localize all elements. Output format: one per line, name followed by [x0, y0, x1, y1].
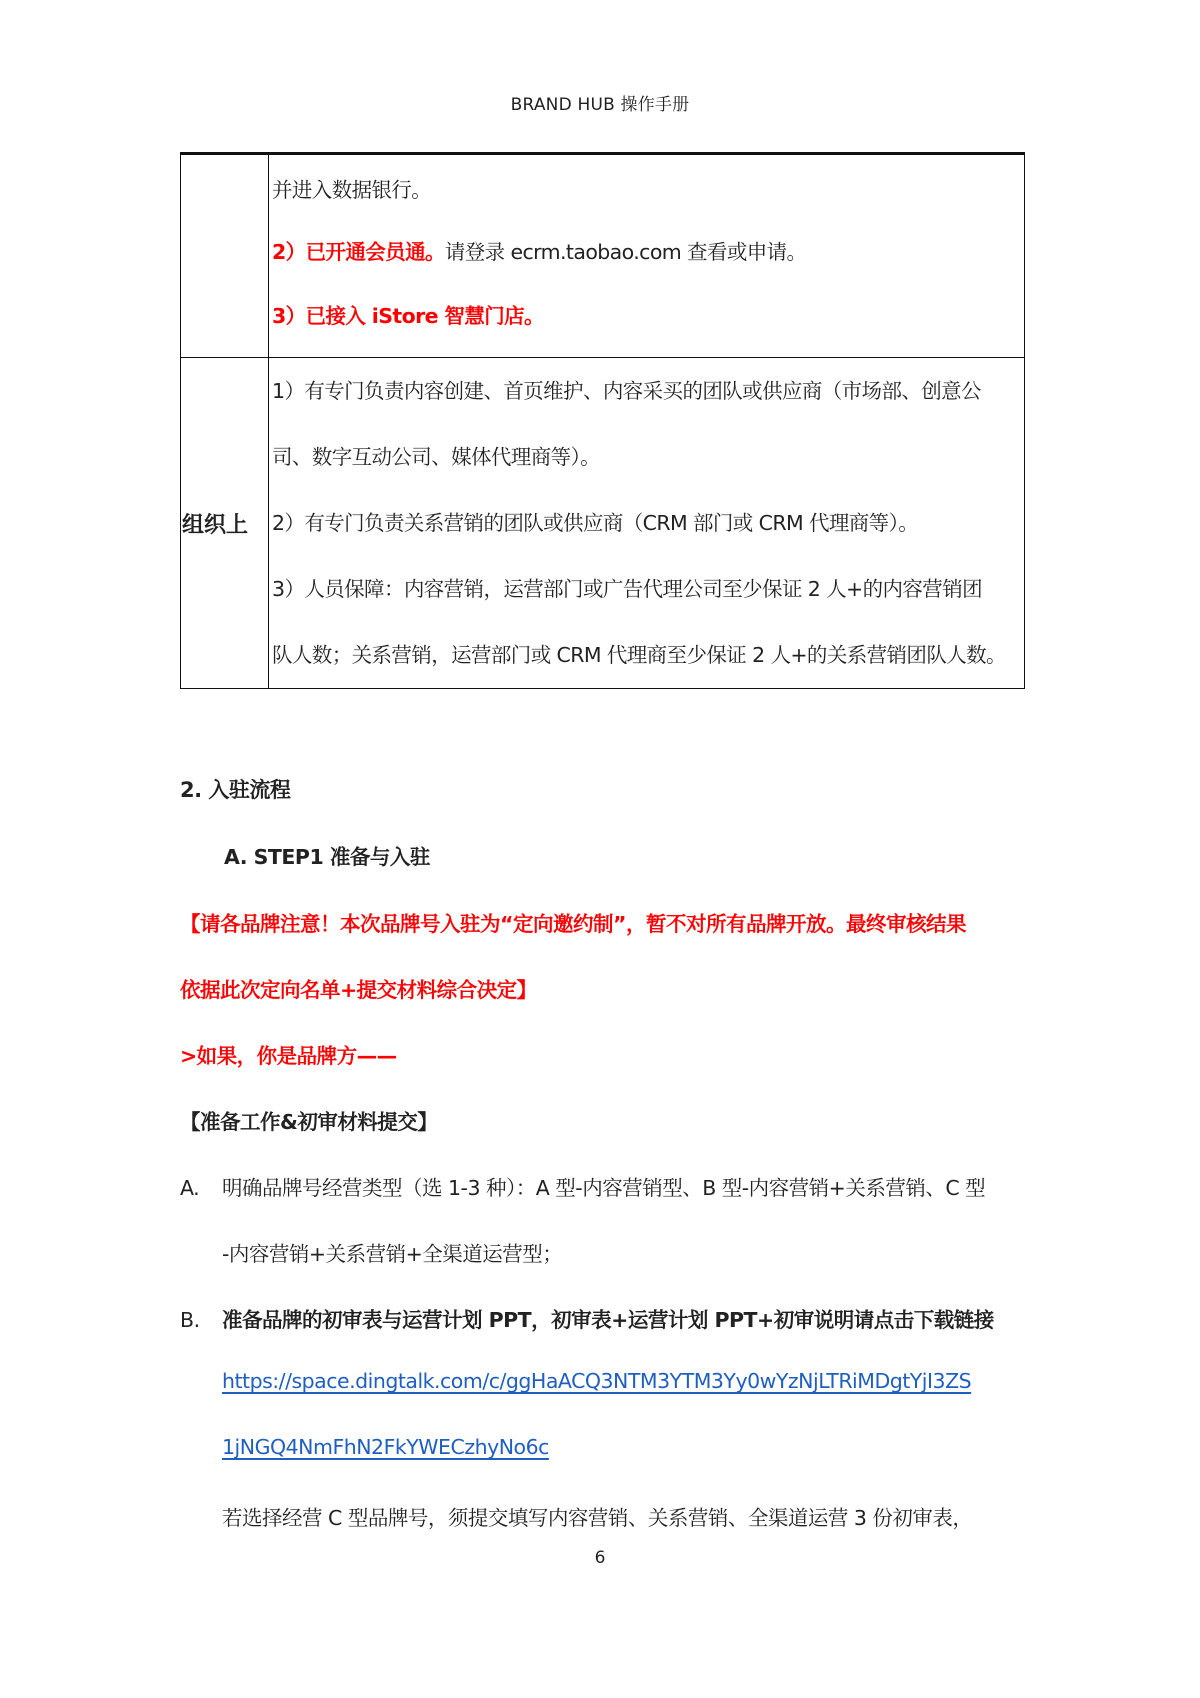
list-text: 准备品牌的初审表与运营计划 PPT，初审表+运营计划 PPT+初审说明请点击下载链接 — [222, 1308, 994, 1332]
cell-line — [272, 358, 1022, 424]
brand-intro: >如果，你是品牌方—— — [180, 1044, 397, 1068]
row-content — [269, 154, 1025, 358]
cell-line — [272, 424, 1022, 490]
cell-line — [272, 285, 1022, 357]
list-text: 明确品牌号经营类型（选 1-3 种）：A 型-内容营销型、B 型-内容营销+关系营销、C 型 — [222, 1176, 986, 1200]
prep-title: 【准备工作&初审材料提交】 — [180, 1110, 438, 1134]
page-number: 6 — [594, 1548, 606, 1568]
highlight-text: 3）已接入 iStore 智慧门店。 — [272, 304, 544, 328]
text-span: 3）人员保障：内容营销，运营部门或广告代理公司至少保证 2 人+的内容营销团 — [272, 577, 982, 601]
section-heading: 2. 入驻流程 — [180, 778, 291, 802]
download-link-continued[interactable]: 1jNGQ4NmFhN2FkYWECzhyNo6c — [222, 1435, 549, 1459]
download-link[interactable]: https://space.dingtalk.com/c/ggHaACQ3NTM3YTM3Yy0wYzNjLTRiMDgtYjI3ZS — [222, 1369, 972, 1393]
table-row — [181, 154, 1025, 358]
notice-line-2: 依据此次定向名单+提交材料综合决定】 — [180, 978, 537, 1002]
highlight-text: 2）已开通会员通。 — [272, 240, 445, 264]
table-row — [181, 358, 1025, 689]
list-item-b-note: 若选择经营 C 型品牌号，须提交填写内容营销、关系营销、全渠道运营 3 份初审表， — [222, 1506, 973, 1530]
row-label-organization: 组织上 — [181, 358, 269, 689]
notice-line-1: 【请各品牌注意！本次品牌号入驻为“定向邀约制”，暂不对所有品牌开放。最终审核结果 — [180, 912, 966, 936]
list-marker: A. — [180, 1176, 200, 1200]
cell-line — [272, 155, 1022, 219]
list-item-b — [180, 1303, 994, 1333]
text-span: 1）有专门负责内容创建、首页维护、内容采买的团队或供应商（市场部、创意公 — [272, 379, 981, 403]
text-span: 2）有专门负责关系营销的团队或供应商（CRM 部门或 CRM 代理商等）。 — [272, 511, 919, 535]
section-subheading: A. STEP1 准备与入驻 — [224, 845, 430, 869]
cell-line — [272, 622, 1022, 688]
cell-line — [272, 490, 1022, 556]
row-label — [181, 154, 269, 358]
list-item-a — [180, 1171, 985, 1201]
cell-line — [272, 219, 1022, 285]
page-header: BRAND HUB 操作手册 — [510, 95, 690, 115]
text-span: 并进入数据银行。 — [272, 178, 432, 202]
requirements-table — [180, 152, 1025, 689]
cell-line — [272, 556, 1022, 622]
text-span: 司、数字互动公司、媒体代理商等）。 — [272, 445, 601, 469]
list-marker: B. — [180, 1308, 200, 1332]
row-content — [269, 358, 1025, 689]
list-item-a-continued: -内容营销+关系营销+全渠道运营型； — [222, 1242, 563, 1266]
text-span: 请登录 ecrm.taobao.com 查看或申请。 — [444, 240, 807, 264]
text-span: 队人数；关系营销，运营部门或 CRM 代理商至少保证 2 人+的关系营销团队人数。 — [272, 643, 1006, 667]
